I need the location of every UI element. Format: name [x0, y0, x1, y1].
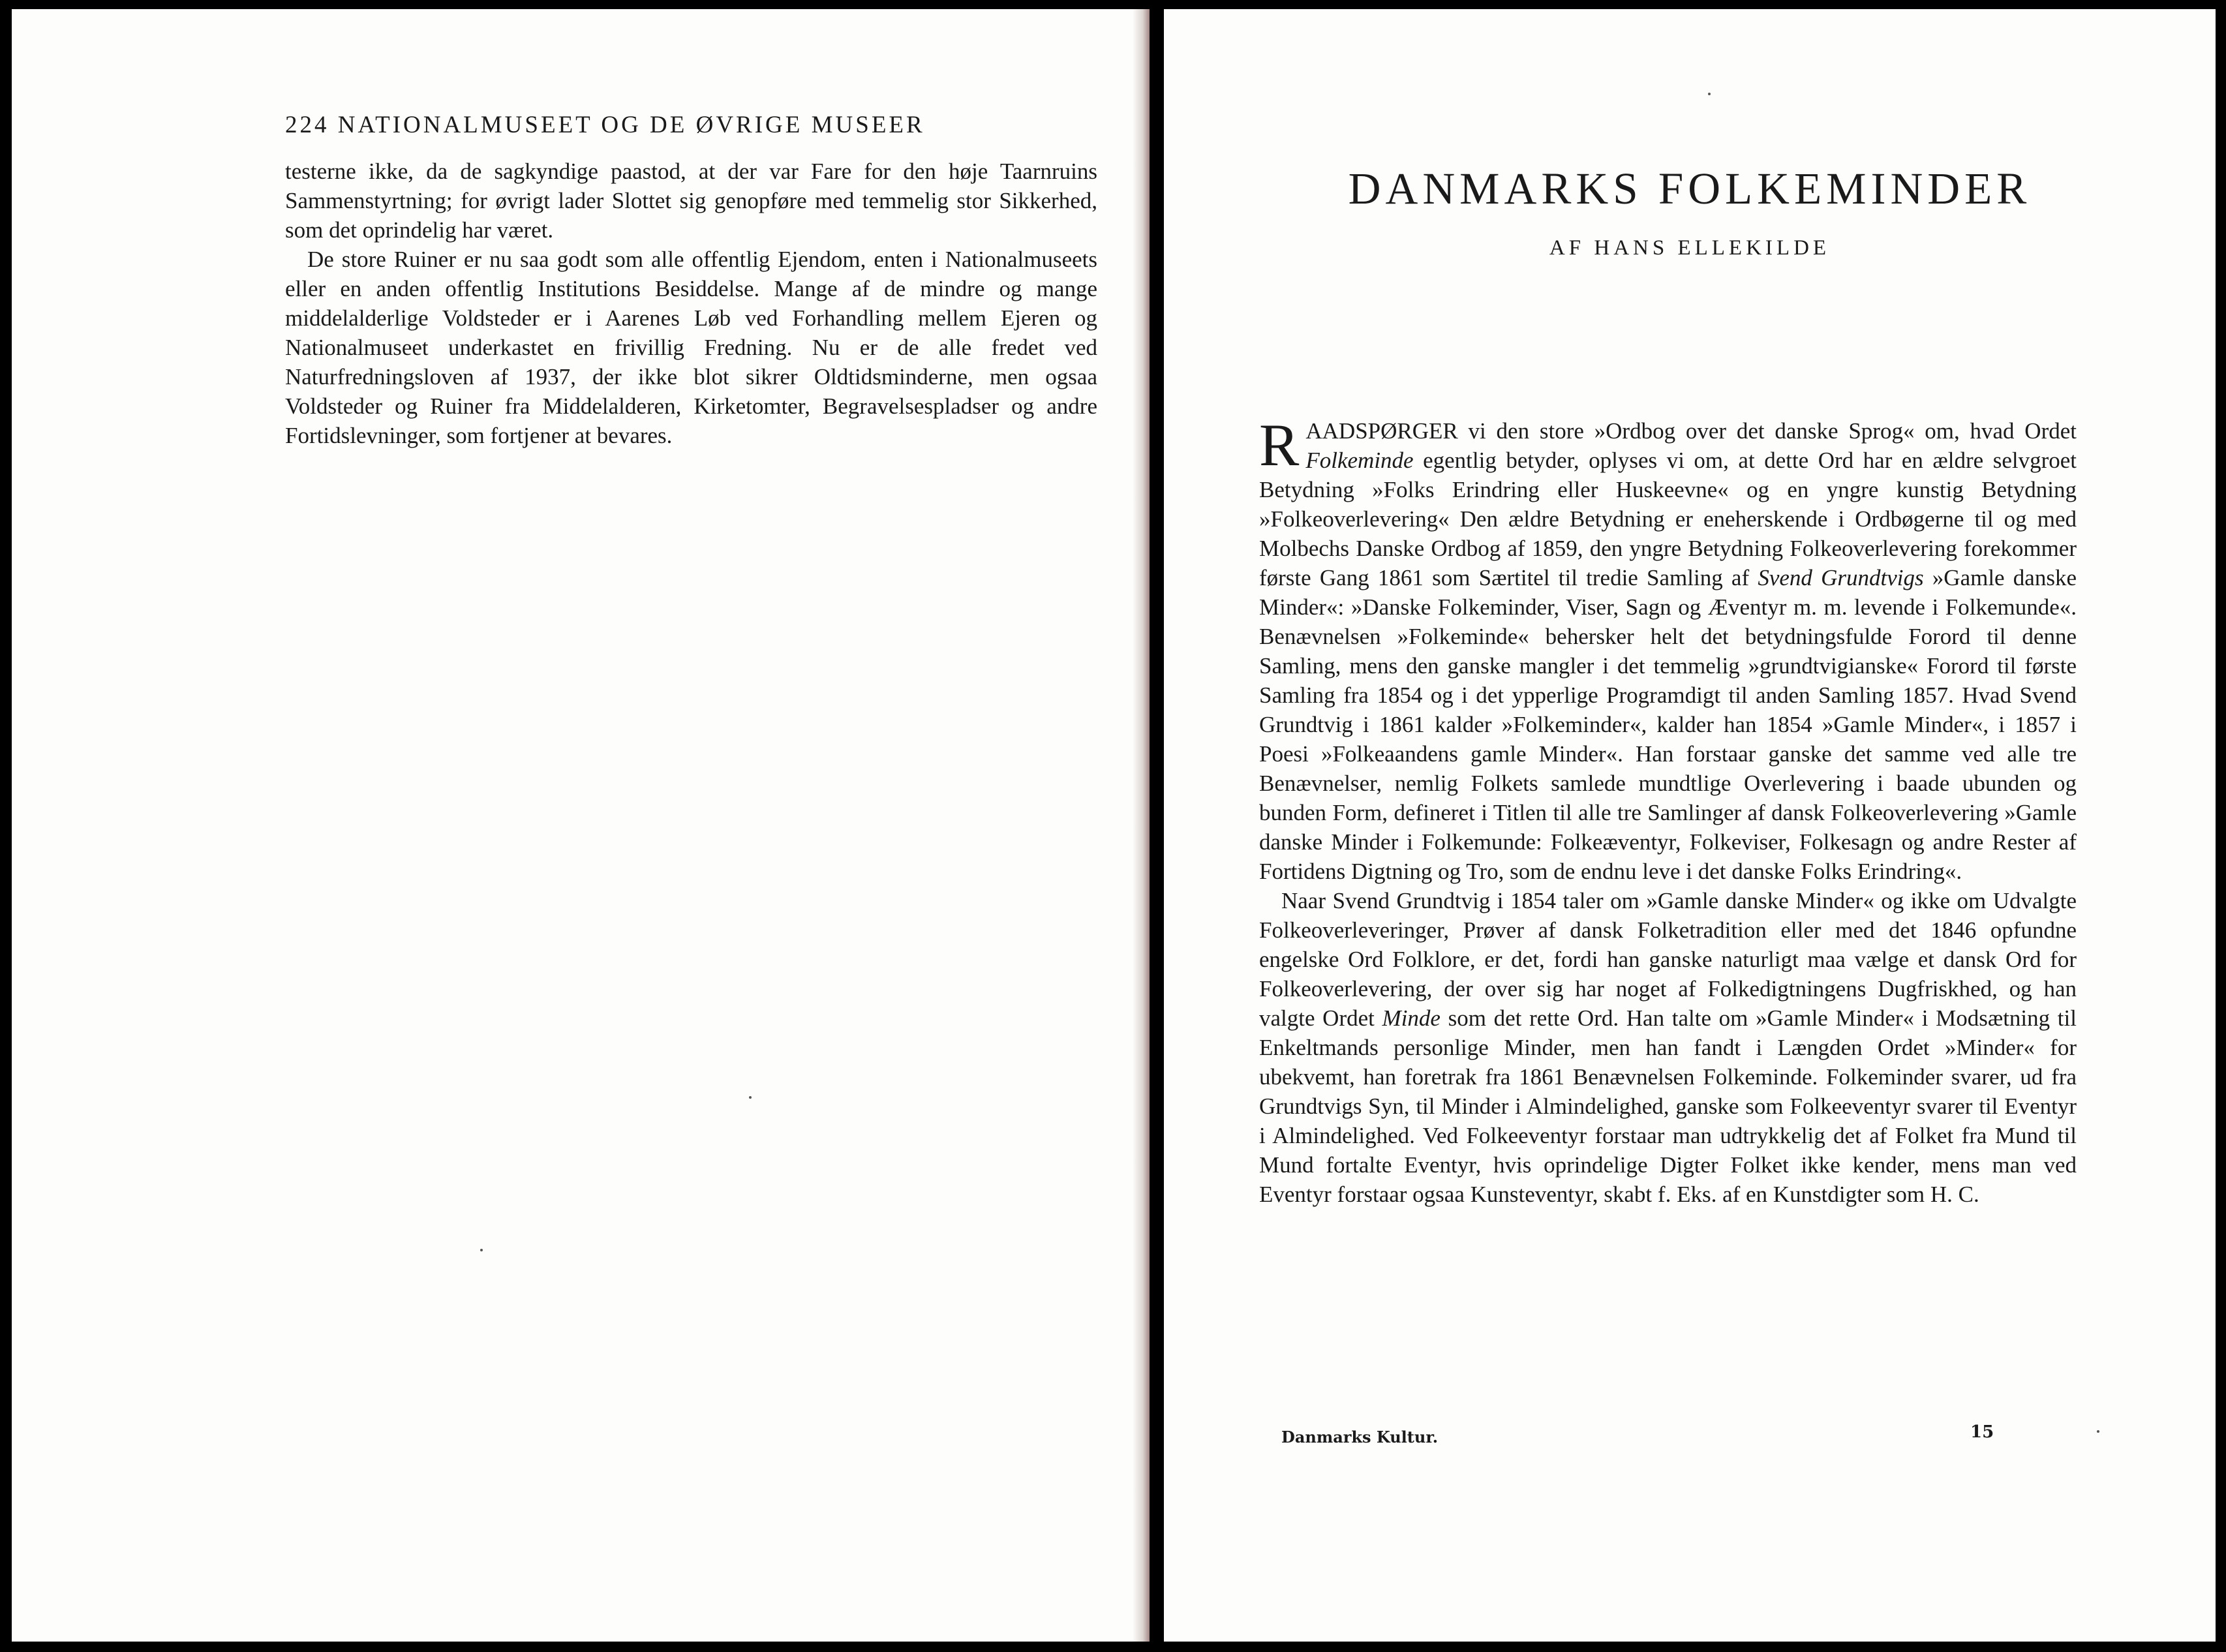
text-run: Naar Svend Grundtvig i 1854 taler om »Gamle danske Minder« og ikke om Udvalgte Folkeoverleveringer, Prøver af dansk Folketradition eller med det 1846 opfundne engelske Ord Folklore, er det, fordi han ganske naturligt maa vælge et dansk Ord for Folkeoverlevering, der over sig har noget af Folkedigtningens Dugfriskhed, og han valgte Ordet [1259, 888, 2077, 1031]
speck [1708, 93, 1711, 95]
article-author: AF HANS ELLEKILDE [1549, 236, 1831, 260]
italic-term: Folkeminde [1305, 448, 1414, 473]
spine-gutter [1133, 9, 1150, 1642]
italic-term: Svend Grundtvigs [1758, 565, 1924, 590]
speck [749, 1096, 752, 1099]
running-head: 224 NATIONALMUSEET OG DE ØVRIGE MUSEER [285, 112, 925, 138]
paragraph: testerne ikke, da de sagkyndige paastod, at der var Fare for den høje Taarnruins Sammenstyrtning; for øvrigt lader Slottet sig genopføre med temmelig stor Sikkerhed, som det oprindelig har været. [285, 159, 1097, 243]
paragraph [1259, 886, 2077, 1209]
article-title: DANMARKS FOLKEMINDER [1348, 164, 2032, 213]
left-page [12, 9, 1150, 1642]
speck [2097, 1430, 2099, 1433]
paragraph [1259, 412, 2077, 886]
text-run: »Gamle danske Minder«: »Danske Folkeminder, Viser, Sagn og Æventyr m. m. levende i Folkemunde«. Benævnelsen »Folkeminde« behersker helt det betydningsfulde Forord til denne Samling, mens den ganske mangler i det temmelig »grundtvigianske« Forord til første Samling fra 1854 og i det ypperlige Programdigt til anden Samling 1857. Hvad Svend Grundtvig i 1861 kalder »Folkeminder«, kalder han 1854 »Gamle Minder«, i 1857 i Poesi »Folkeaandens gamle Minder«. Han forstaar ganske det samme ved alle tre Benævnelser, nemlig Folkets samlede mundtlige Overlevering i baade ubunden og bunden Form, defineret i Titlen til alle tre Samlinger af dansk Folkeoverlevering »Gamle danske Minder i Folkemunde: Folkeæventyr, Folkeviser, Folkesagn og andre Rester af Fortidens Digtning og Tro, som de endnu leve i det danske Folks Erindring«. [1259, 565, 2077, 884]
drop-cap: R [1259, 412, 1300, 478]
italic-term: Minde [1382, 1005, 1441, 1031]
right-page [1164, 9, 2216, 1642]
right-body-text [1259, 412, 2077, 1209]
left-body-text [285, 157, 1097, 450]
speck [480, 1249, 483, 1251]
paragraph: De store Ruiner er nu saa godt som alle offentlig Ejendom, enten i Nationalmuseets eller en anden offentlig Institutions Besiddelse. Mange af de mindre og mange middelalderlige Voldsteder er i Aarenes Løb ved Forhandling mellem Ejeren og Nationalmuseet underkastet en frivillig Fredning. Nu er de alle fredet ved Naturfredningsloven af 1937, der ikke blot sikrer Oldtidsminderne, men ogsaa Voldsteder og Ruiner fra Middelalderen, Kirketomter, Begravelsespladser og andre Fortidslevninger, som fortjener at bevares. [285, 247, 1097, 448]
text-run: AADSPØRGER vi den store »Ordbog over det danske Sprog« om, hvad Ordet [1305, 418, 2077, 444]
text-run: som det rette Ord. Han talte om »Gamle Minder« i Modsætning til Enkeltmands personlige Minder, men han fandt i Længden Ordet »Minder« for ubekvemt, han foretrak fra 1861 Benævnelsen Folkeminde. Folkeminder svarer, ud fra Grundtvigs Syn, til Minder i Almindelighed, ganske som Folkeeventyr svarer til Eventyr i Almindelighed. Ved Folkeeventyr forstaar man udtrykkelig det af Folket fra Mund til Mund fortalte Eventyr, hvis oprindelige Digter Folket ikke kender, mens man ved Eventyr forstaar ogsaa Kunsteventyr, skabt f. Eks. af en Kunstdigter som H. C. [1259, 1005, 2077, 1207]
footer-signature: Danmarks Kultur. [1281, 1428, 1439, 1446]
footer-signature-number: 15 [1970, 1422, 1994, 1442]
text-run: egentlig betyder, oplyses vi om, at dette Ord har en ældre selvgroet Betydning »Folks Erindring eller Huskeevne« og en yngre kunstig Betydning »Folkeoverlevering« Den ældre Betydning er eneherskende i Ordbøgerne til og med Molbechs Danske Ordbog af 1859, den yngre Betydning Folkeoverlevering forekommer første Gang 1861 som Særtitel til tredie Samling af [1259, 448, 2077, 590]
